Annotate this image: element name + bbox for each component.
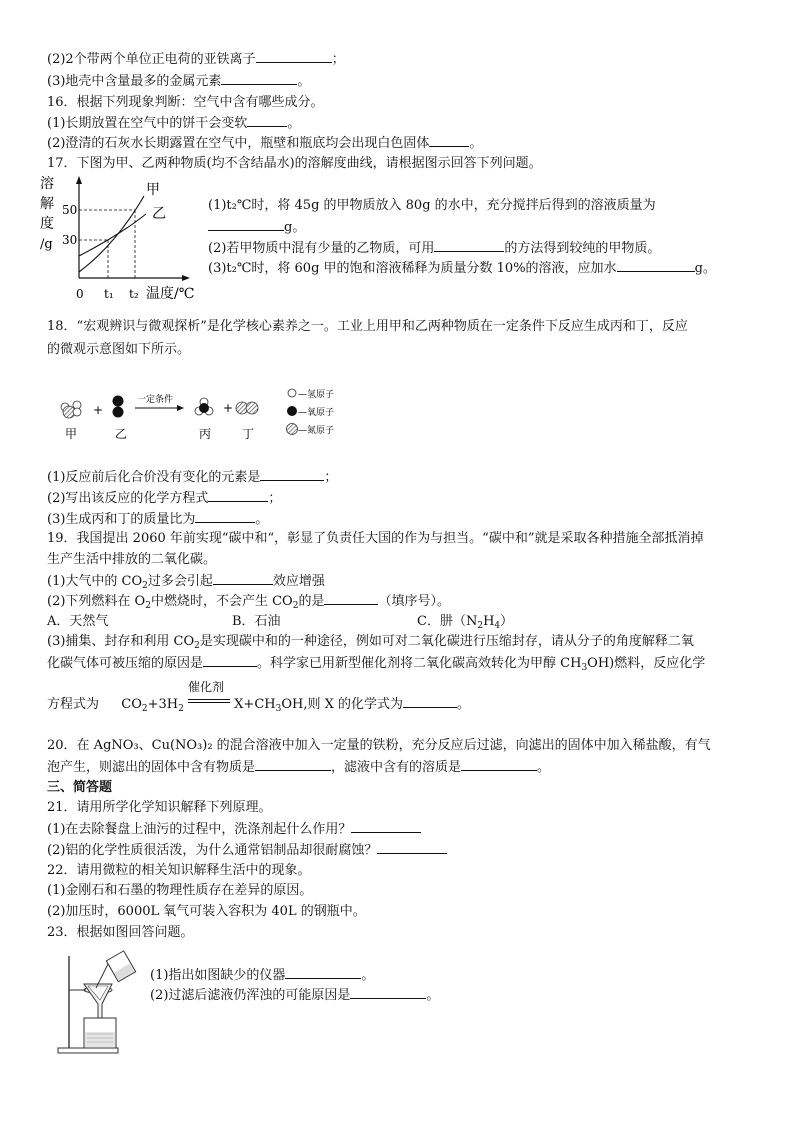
label-bing: 丙 bbox=[199, 427, 212, 441]
filtration-apparatus bbox=[56, 948, 142, 1056]
q23-title: 23．根据如图回答问题。 bbox=[47, 925, 194, 940]
answer-blank[interactable] bbox=[461, 758, 537, 771]
eq-left: $CO_2+3H_2$ bbox=[121, 697, 184, 714]
answer-blank[interactable] bbox=[221, 72, 297, 85]
y-axis-arrow bbox=[76, 176, 82, 184]
eq-arrow bbox=[188, 680, 230, 708]
q17-p1b: g。 bbox=[208, 218, 305, 237]
q17-p3: (3)t₂℃时，将 60g 甲的饱和溶液稀释为质量分数 10%的溶液，应加水 g。 bbox=[208, 261, 716, 276]
q18-title1: 18．“宏观辨识与微观探析”是化学核心素养之一。工业上用甲和乙两种物质在一定条件下反应生成丙和丁，反应 bbox=[47, 319, 688, 334]
solubility-graph bbox=[36, 174, 206, 309]
q18-q1: (1)反应前后化合价没有变化的元素是 ； bbox=[47, 470, 338, 485]
molecule-ding bbox=[236, 402, 258, 414]
q17-p1a: (1)t₂℃时，将 45g 的甲物质放入 80g 的水中，充分搅拌后得到的溶液质量为 bbox=[208, 198, 656, 213]
q20-line2: 泡产生，则滤出的固体中含有物质是 ，滤液中含有的溶质是 。 bbox=[47, 760, 551, 775]
q23-q2: (2)过滤后滤液仍浑浊的可能原因是 。 bbox=[150, 988, 440, 1003]
catalyst-label: 催化剂 bbox=[188, 680, 225, 694]
ylabel-char: 溶 bbox=[40, 176, 54, 192]
q21-title: 21．请用所学化学知识解释下列原理。 bbox=[47, 800, 272, 815]
label-ding: 丁 bbox=[242, 427, 255, 441]
q19-title2: 生产生活中排放的二氧化碳。 bbox=[47, 552, 217, 567]
series-label-yi: 乙 bbox=[152, 206, 166, 222]
ylabel-char: /g bbox=[40, 237, 53, 252]
molecule-bing bbox=[195, 398, 213, 415]
q18-q2: (2)写出该反应的化学方程式 ； bbox=[47, 491, 282, 506]
legend bbox=[287, 388, 335, 436]
q22-q1: (1)金刚石和石墨的物理性质存在差异的原因。 bbox=[47, 883, 313, 898]
molecule-yi bbox=[113, 396, 124, 418]
q21-q1: (1)在去除餐盘上油污的过程中，洗涤剂起什么作用？ bbox=[47, 820, 421, 839]
reaction-condition: 一定条件 bbox=[137, 395, 174, 405]
answer-blank[interactable] bbox=[255, 758, 331, 771]
legend-hydrogen: —氢原子 bbox=[298, 390, 335, 400]
section-heading: 三、简答题 bbox=[47, 780, 113, 795]
answer-blank[interactable] bbox=[403, 695, 457, 708]
option-b[interactable]: B．石油 bbox=[232, 614, 281, 629]
label-jia: 甲 bbox=[65, 427, 78, 441]
label-yi: 乙 bbox=[115, 427, 128, 441]
answer-blank[interactable] bbox=[195, 510, 255, 523]
answer-blank[interactable] bbox=[247, 114, 287, 127]
series-label-jia: 甲 bbox=[146, 182, 160, 198]
q19-title1: 19．我国提出 2060 年前实现“碳中和“，彰显了负责任大国的作为与担当。“碳中和”就是采取各种措施全部抵消掉 bbox=[47, 531, 704, 546]
legend-oxygen: —氧原子 bbox=[298, 408, 335, 418]
legend-oxygen-symbol bbox=[287, 406, 297, 416]
answer-blank[interactable] bbox=[429, 134, 469, 147]
q21-q2: (2)铝的化学性质很活泼，为什么通常铝制品却很耐腐蚀？ bbox=[47, 841, 447, 860]
molecule-jia bbox=[61, 401, 81, 418]
answer-blank[interactable] bbox=[213, 572, 273, 585]
answer-blank[interactable] bbox=[208, 489, 268, 502]
eq-right: $X+CH_3OH$ bbox=[234, 697, 304, 714]
legend-nitrogen: —氮原子 bbox=[298, 426, 335, 436]
xlabel: 温度/℃ bbox=[146, 286, 195, 302]
q15-line2: (2)2个带两个单位正电荷的亚铁离子 ； bbox=[47, 52, 345, 67]
answer-blank[interactable] bbox=[324, 592, 378, 605]
curve-yi bbox=[79, 214, 146, 256]
xtick-label: t₂ bbox=[129, 287, 139, 301]
answer-blank[interactable] bbox=[617, 259, 695, 272]
answer-blank[interactable] bbox=[285, 966, 361, 979]
ylabel-char: 解 bbox=[40, 196, 54, 212]
q19-q3-line2: 化碳气体可被压缩的原因是 。科学家已用新型催化剂将二氧化碳高效转化为甲醇 $CH_3OH$)燃料，反应化学 bbox=[47, 656, 706, 673]
curve-jia bbox=[79, 196, 144, 272]
q19-q1: (1)大气中的 $CO_2$过多会引起 效应增强 bbox=[47, 574, 325, 591]
q20-line1: 20．在 AgNO₃、Cu(NO₃)₂ 的混合溶液中加入一定量的铁粉，充分反应后过滤，向滤出的固体中加入稀盐酸，有气 bbox=[47, 738, 711, 753]
q17-title: 17．下图为甲、乙两种物质(均不含结晶水)的溶解度曲线，请根据图示回答下列问题。 bbox=[47, 156, 542, 171]
reaction-arrowhead bbox=[177, 405, 184, 411]
ytick-label: 50 bbox=[62, 203, 78, 217]
q19-equation: 方程式为 $CO_2+3H_2$ 催化剂 $X+CH_3OH$,则 X 的化学式为 。 bbox=[47, 680, 471, 714]
reaction-diagram bbox=[55, 386, 355, 442]
q19-q3-line1: (3)捕集、封存和利用 $CO_2$是实现碳中和的一种途径，例如可对二氧化碳进行压缩封存，请从分子的角度解释二氧 bbox=[47, 634, 694, 651]
legend-hydrogen-symbol bbox=[288, 389, 296, 397]
option-c[interactable]: C．肼$(N_2H_4)$ bbox=[417, 614, 514, 631]
pouring-beaker bbox=[106, 951, 135, 982]
answer-blank[interactable] bbox=[434, 239, 504, 252]
xtick-label: t₁ bbox=[104, 287, 114, 301]
answer-blank[interactable] bbox=[351, 820, 421, 833]
q18-title2: 的微观示意图如下所示。 bbox=[47, 342, 191, 357]
stand-base bbox=[58, 1048, 118, 1053]
xtick-label: 0 bbox=[76, 287, 84, 301]
q16-line1: (1)长期放置在空气中的饼干会变软 。 bbox=[47, 116, 301, 131]
answer-blank[interactable] bbox=[377, 841, 447, 854]
q23-q1: (1)指出如图缺少的仪器 。 bbox=[150, 968, 375, 983]
q18-q3: (3)生成丙和丁的质量比为 。 bbox=[47, 512, 269, 527]
q19-q2: (2)下列燃料在 $O_2$中燃烧时，不会产生 $CO_2$的是 （填序号）。 bbox=[47, 594, 450, 611]
ylabel-char: 度 bbox=[40, 216, 54, 232]
q19-options bbox=[47, 613, 514, 631]
answer-blank[interactable] bbox=[256, 50, 332, 63]
legend-nitrogen-symbol bbox=[287, 424, 298, 435]
q22-title: 22．请用微粒的相关知识解释生活中的现象。 bbox=[47, 863, 311, 878]
plus-sign: + bbox=[223, 401, 234, 415]
q22-q2: (2)加压时，6000L 氧气可装入容积为 40L 的钢瓶中。 bbox=[47, 904, 366, 919]
q15-line3: (3)地壳中含量最多的金属元素 。 bbox=[47, 74, 311, 89]
ytick-label: 30 bbox=[62, 233, 78, 247]
answer-blank[interactable] bbox=[350, 986, 426, 999]
plus-sign: + bbox=[93, 403, 104, 417]
q17-p2: (2)若甲物质中混有少量的乙物质，可用 的方法得到较纯的甲物质。 bbox=[208, 241, 661, 256]
q16-line2: (2)澄清的石灰水长期露置在空气中，瓶壁和瓶底均会出现白色固体 。 bbox=[47, 136, 483, 151]
option-a[interactable]: A．天然气 bbox=[47, 614, 109, 629]
answer-blank[interactable] bbox=[208, 218, 284, 231]
x-axis-arrow bbox=[182, 275, 190, 281]
q16-title: 16．根据下列现象判断：空气中含有哪些成分。 bbox=[47, 95, 324, 110]
answer-blank[interactable] bbox=[260, 468, 324, 481]
answer-blank[interactable] bbox=[203, 654, 257, 667]
